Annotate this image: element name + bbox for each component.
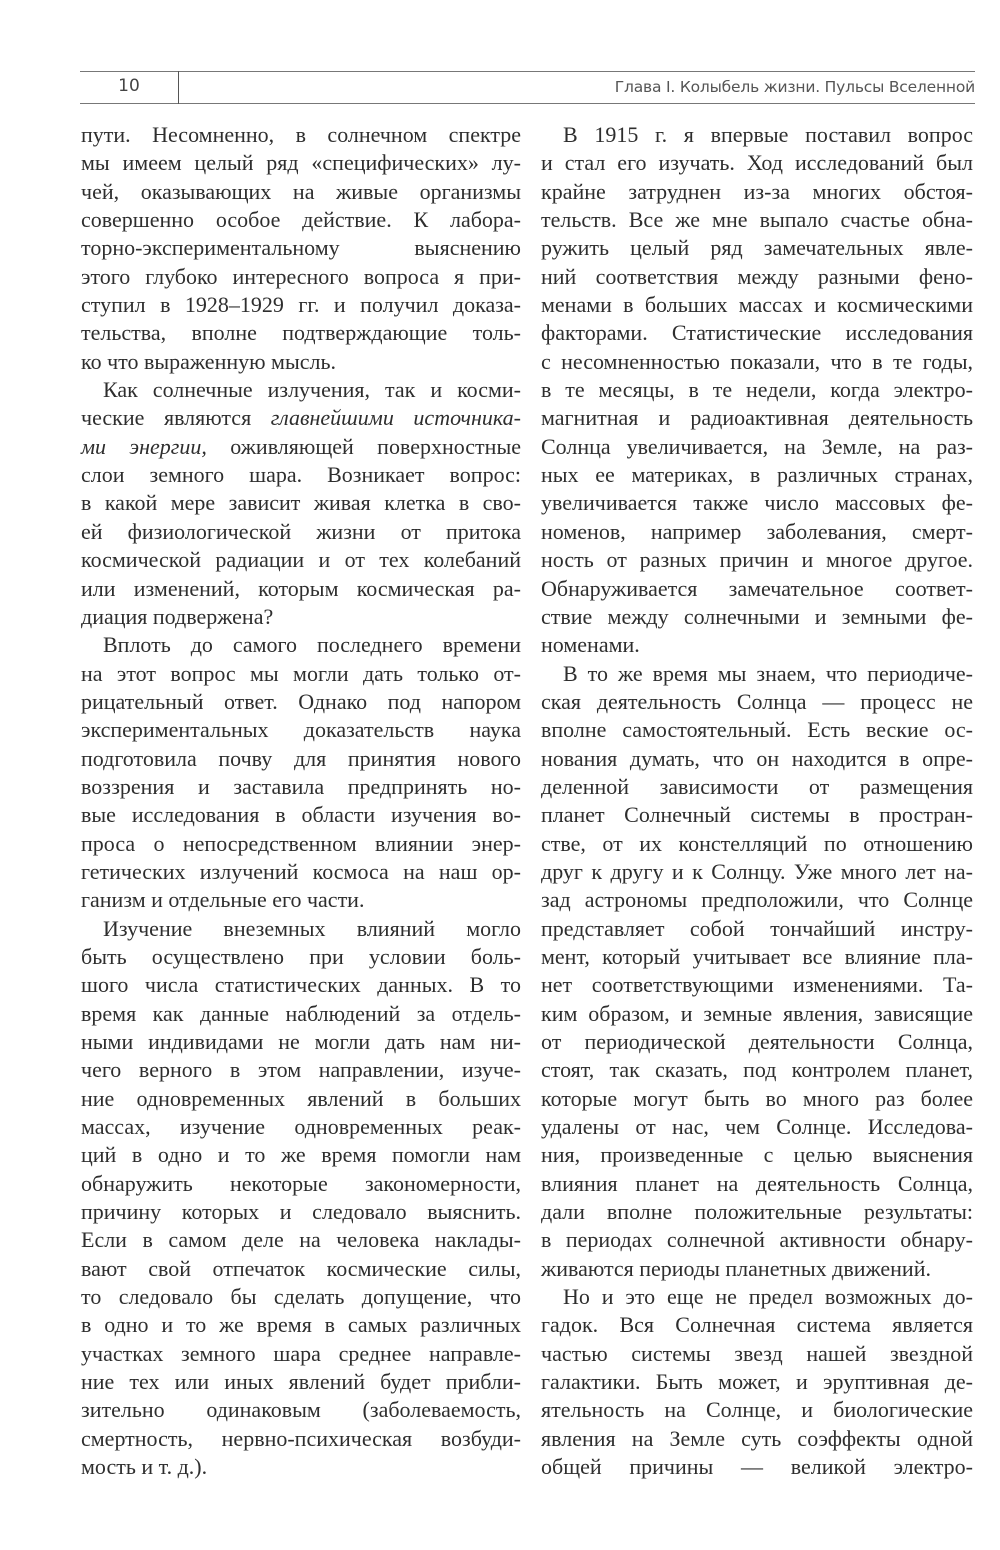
text-line: Если в самом деле на человека наклады-: [81, 1227, 521, 1253]
text-line: этого глубоко интересного вопроса я при-: [81, 263, 521, 289]
text-line: в периодах солнечной активности обнару-: [541, 1227, 973, 1253]
text-line: экспериментальных доказательств наука: [81, 717, 521, 743]
text-line: крайне затруднен из-за многих обстоя-: [541, 178, 973, 204]
text-line: ствие между солнечными и земными фе-: [541, 603, 973, 629]
text-line: и стал его изучать. Ход исследований был: [541, 150, 973, 176]
text-line: ций в одно и то же время помогли нам: [81, 1142, 521, 1168]
text-line: воззрения и заставила предпринять но-: [81, 773, 521, 799]
text-line: В то же время мы знаем, что периодиче-: [563, 660, 973, 686]
italic-emphasis: ми энергии,: [81, 433, 207, 459]
text-line: в те месяцы, в те недели, когда электро-: [541, 377, 973, 403]
text-line: ко что выраженную мысль.: [81, 348, 337, 374]
text-line: мент, который учитывает все влияние пла-: [541, 943, 973, 969]
italic-emphasis: главнейшими источника-: [270, 405, 521, 431]
text-line: гетических излучений космоса на наш ор-: [81, 858, 521, 884]
text-line: Солнца увеличивается, на Земле, на раз-: [541, 433, 973, 459]
text-line: удалены от нас, чем Солнце. Исследова-: [541, 1114, 973, 1140]
text-line: ей физиологической жизни от притока: [81, 518, 521, 544]
text-line: массах, изучение одновременных реак-: [81, 1114, 521, 1140]
header-divider: [178, 71, 179, 104]
text-line: зад астрономы предположили, что Солнце: [541, 887, 973, 913]
text-line: [81, 404, 521, 432]
paragraph: [81, 121, 521, 376]
paragraph: [81, 915, 521, 1482]
text-line: [81, 433, 521, 461]
text-line: обнаружить некоторые закономерности,: [81, 1170, 521, 1196]
text-line: чей, оказывающих на живые организмы: [81, 178, 521, 204]
text-line: Изучение внеземных влияний могло: [103, 915, 521, 941]
paragraph: [81, 376, 521, 631]
text-line: ганизм и отдельные его части.: [81, 887, 365, 913]
text-line: диация подвержена?: [81, 603, 274, 629]
text-line: гадок. Вся Солнечная система является: [541, 1312, 973, 1338]
text-line: тельств. Все же мне выпало счастье обна-: [541, 207, 973, 233]
text-line: нет соответствующими изменениями. Та-: [541, 972, 973, 998]
text-line: магнитная и радиоактивная деятельность: [541, 405, 973, 431]
text-line: пути. Несомненно, в солнечном спектре: [81, 122, 521, 147]
text-line: тельства, вполне подтверждающие толь-: [81, 320, 521, 346]
text-line: мость и т. д.).: [81, 1454, 208, 1480]
text-line: нования думать, что он находится в опре-: [541, 745, 973, 771]
text-line: в одно и то же время в самых различных: [81, 1312, 521, 1338]
text-line: частью системы звезд нашей звездной: [541, 1340, 973, 1366]
paragraph: [541, 660, 973, 1284]
text-segment: ческие являются: [81, 405, 271, 431]
text-line: Но и это еще не предел возможных до-: [563, 1284, 973, 1310]
text-line: явления на Земле суть соэффекты одной: [541, 1425, 973, 1451]
text-line: участках земного шара среднее направле-: [81, 1340, 521, 1366]
text-line: ными индивидами не могли дать нам ни-: [81, 1029, 521, 1054]
text-column-right: [541, 121, 973, 1482]
paragraph: [541, 121, 973, 660]
page-number: 10: [118, 76, 140, 96]
text-line: увеличивается также число массовых фе-: [541, 490, 973, 516]
text-line: В 1915 г. я впервые поставил вопрос: [563, 122, 973, 147]
text-line: быть осуществлено при условии боль-: [81, 943, 521, 969]
header-rule-bottom: [80, 103, 975, 104]
text-line: ступил в 1928–1929 гг. и получил доказа-: [81, 292, 521, 318]
text-line: Как солнечные излучения, так и косми-: [103, 377, 521, 403]
running-title: Глава I. Колыбель жизни. Пульсы Вселенной: [614, 78, 975, 96]
text-line: ния, произведенные с целью выяснения: [541, 1142, 973, 1168]
text-line: смертность, нервно-психическая возбуди-: [81, 1425, 521, 1451]
text-line: ние одновременных явлений в больших: [81, 1085, 521, 1111]
text-line: ний соответствия между разными фено-: [541, 263, 973, 289]
text-line: торно-экспериментальному выяснению: [81, 235, 521, 261]
text-line: ружить целый ряд замечательных явле-: [541, 235, 973, 261]
text-line: зительно одинаковым (заболеваемость,: [81, 1397, 521, 1423]
text-line: шого числа статистических данных. В то: [81, 972, 521, 998]
text-line: представляет собой тончайший инстру-: [541, 915, 973, 941]
text-line: ние тех или иных явлений будет прибли-: [81, 1369, 521, 1395]
text-line: менами в больших массах и космическими: [541, 292, 973, 318]
text-line: ким образом, и земные явления, зависящие: [541, 1000, 973, 1026]
text-line: совершенно особое действие. К лабора-: [81, 207, 521, 233]
text-line: галактики. Быть может, и эруптивная де-: [541, 1369, 973, 1395]
text-line: деленной зависимости от размещения: [541, 773, 973, 799]
text-line: дали вполне положительные результаты:: [541, 1199, 973, 1225]
text-line: влияния планет на деятельность Солнца,: [541, 1170, 973, 1196]
text-line: вают свой отпечаток космические силы,: [81, 1255, 521, 1281]
text-line: в какой мере зависит живая клетка в сво-: [81, 490, 521, 516]
header-rule-top: [80, 71, 975, 72]
text-line: стоят, так сказать, под контролем планет,: [541, 1057, 973, 1083]
text-column-left: [81, 121, 521, 1482]
text-line: номенов, например заболевания, смерт-: [541, 518, 973, 544]
text-line: космической радиации и от тех колебаний: [81, 547, 521, 573]
text-line: слои земного шара. Возникает вопрос:: [81, 462, 521, 488]
text-line: общей причины — великой электро-: [541, 1454, 973, 1480]
text-line: вые исследования в области изучения во-: [81, 802, 521, 828]
text-line: живаются периоды планетных движений.: [541, 1255, 931, 1281]
text-line: номенами.: [541, 632, 640, 658]
text-line: причину которых и следовало выяснить.: [81, 1199, 521, 1225]
text-segment: оживляющей поверхностные: [206, 433, 521, 459]
text-line: чего верного в этом направлении, изуче-: [81, 1057, 521, 1083]
paragraph: [541, 1283, 973, 1481]
text-line: Обнаруживается замечательное соответ-: [541, 575, 973, 601]
text-line: вполне самостоятельный. Есть веские ос-: [541, 717, 973, 743]
text-line: Вплоть до самого последнего времени: [103, 632, 521, 658]
text-line: с несомненностью показали, что в те годы,: [541, 348, 973, 374]
text-line: рицательный ответ. Однако под напором: [81, 688, 521, 714]
text-line: мы имеем целый ряд «специфических» лу-: [81, 150, 521, 176]
text-line: ятельность на Солнце, и биологические: [541, 1397, 973, 1423]
text-line: друг к другу и к Солнцу. Уже много лет на-: [541, 858, 973, 884]
text-line: время как данные наблюдений за отдель-: [81, 1000, 521, 1026]
text-line: от периодической деятельности Солнца,: [541, 1029, 973, 1054]
text-line: ность от разных причин и многое другое.: [541, 547, 973, 573]
text-line: факторами. Статистические исследования: [541, 320, 973, 346]
text-line: планет Солнечный системы в простран-: [541, 802, 973, 828]
text-line: то следовало бы сделать допущение, что: [81, 1284, 521, 1310]
text-line: проса о непосредственном влиянии энер-: [81, 830, 521, 856]
text-line: подготовила почву для принятия нового: [81, 745, 521, 771]
paragraph: [81, 631, 521, 914]
text-line: стве, от их констелляций по отношению: [541, 830, 973, 856]
text-line: на этот вопрос мы могли дать только от-: [81, 660, 521, 686]
text-line: которые могут быть во много раз более: [541, 1085, 973, 1111]
text-line: или изменений, которым космическая ра-: [81, 575, 521, 601]
text-line: ская деятельность Солнца — процесс не: [541, 688, 973, 714]
text-line: ных ее материках, в различных странах,: [541, 462, 973, 488]
